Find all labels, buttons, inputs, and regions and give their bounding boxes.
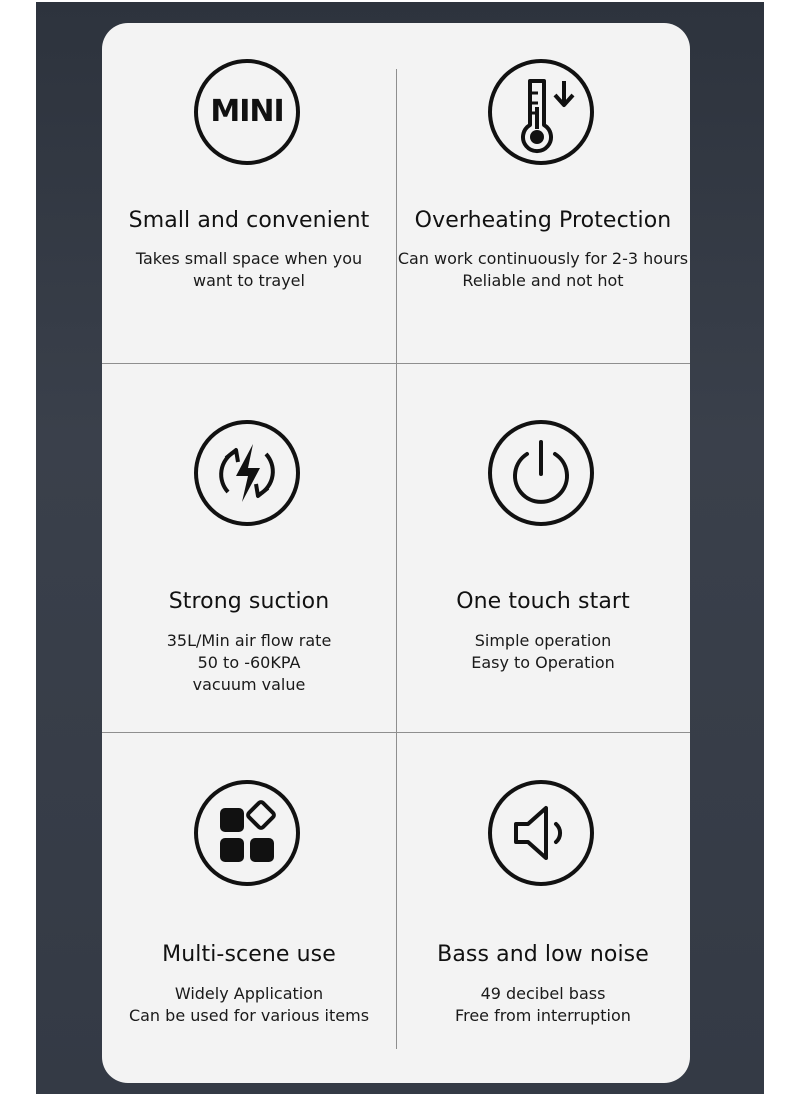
description-line: 49 decibel bass (480, 984, 606, 1003)
feature-description (396, 983, 690, 1027)
feature-description (102, 630, 396, 696)
apps-grid-icon (194, 780, 300, 886)
feature-title: Multi-scene use (162, 942, 336, 967)
thermometer-icon (488, 59, 594, 165)
description-line: Free from interruption (455, 1006, 631, 1025)
description-line: vacuum value (192, 675, 306, 694)
feature-description (396, 630, 690, 674)
feature-one-touch-start (396, 364, 690, 732)
feature-strong-suction (102, 364, 396, 732)
speaker-icon (488, 780, 594, 886)
feature-title: Bass and low noise (437, 942, 649, 967)
feature-description (102, 248, 396, 292)
feature-title: Strong suction (168, 589, 330, 614)
description-line: 35L/Min air flow rate (166, 631, 332, 650)
feature-description (396, 248, 690, 292)
description-line: Reliable and not hot (462, 271, 624, 290)
description-line: Easy to Operation (471, 653, 615, 672)
feature-overheating-protection (396, 23, 690, 363)
power-icon (488, 420, 594, 526)
feature-title: One touch start (456, 589, 630, 614)
feature-title: Overheating Protection (414, 208, 672, 233)
feature-multi-scene-use (102, 733, 396, 1083)
feature-card (102, 23, 690, 1083)
description-line: Can be used for various items (128, 1006, 370, 1025)
feature-small-convenient (102, 23, 396, 363)
feature-bass-low-noise (396, 733, 690, 1083)
description-line: Simple operation (474, 631, 612, 650)
lightning-bolt-icon (194, 420, 300, 526)
mini-icon (194, 59, 300, 165)
description-line: Takes small space when you (135, 249, 363, 268)
description-line: Can work continuously for 2-3 hours (397, 249, 689, 268)
feature-description (102, 983, 396, 1027)
description-line: Widely Application (174, 984, 324, 1003)
description-line: want to trayel (193, 271, 305, 290)
description-line: 50 to -60KPA (197, 653, 301, 672)
mini-icon-label: MINI (210, 94, 284, 129)
feature-title: Small and convenient (128, 208, 370, 233)
